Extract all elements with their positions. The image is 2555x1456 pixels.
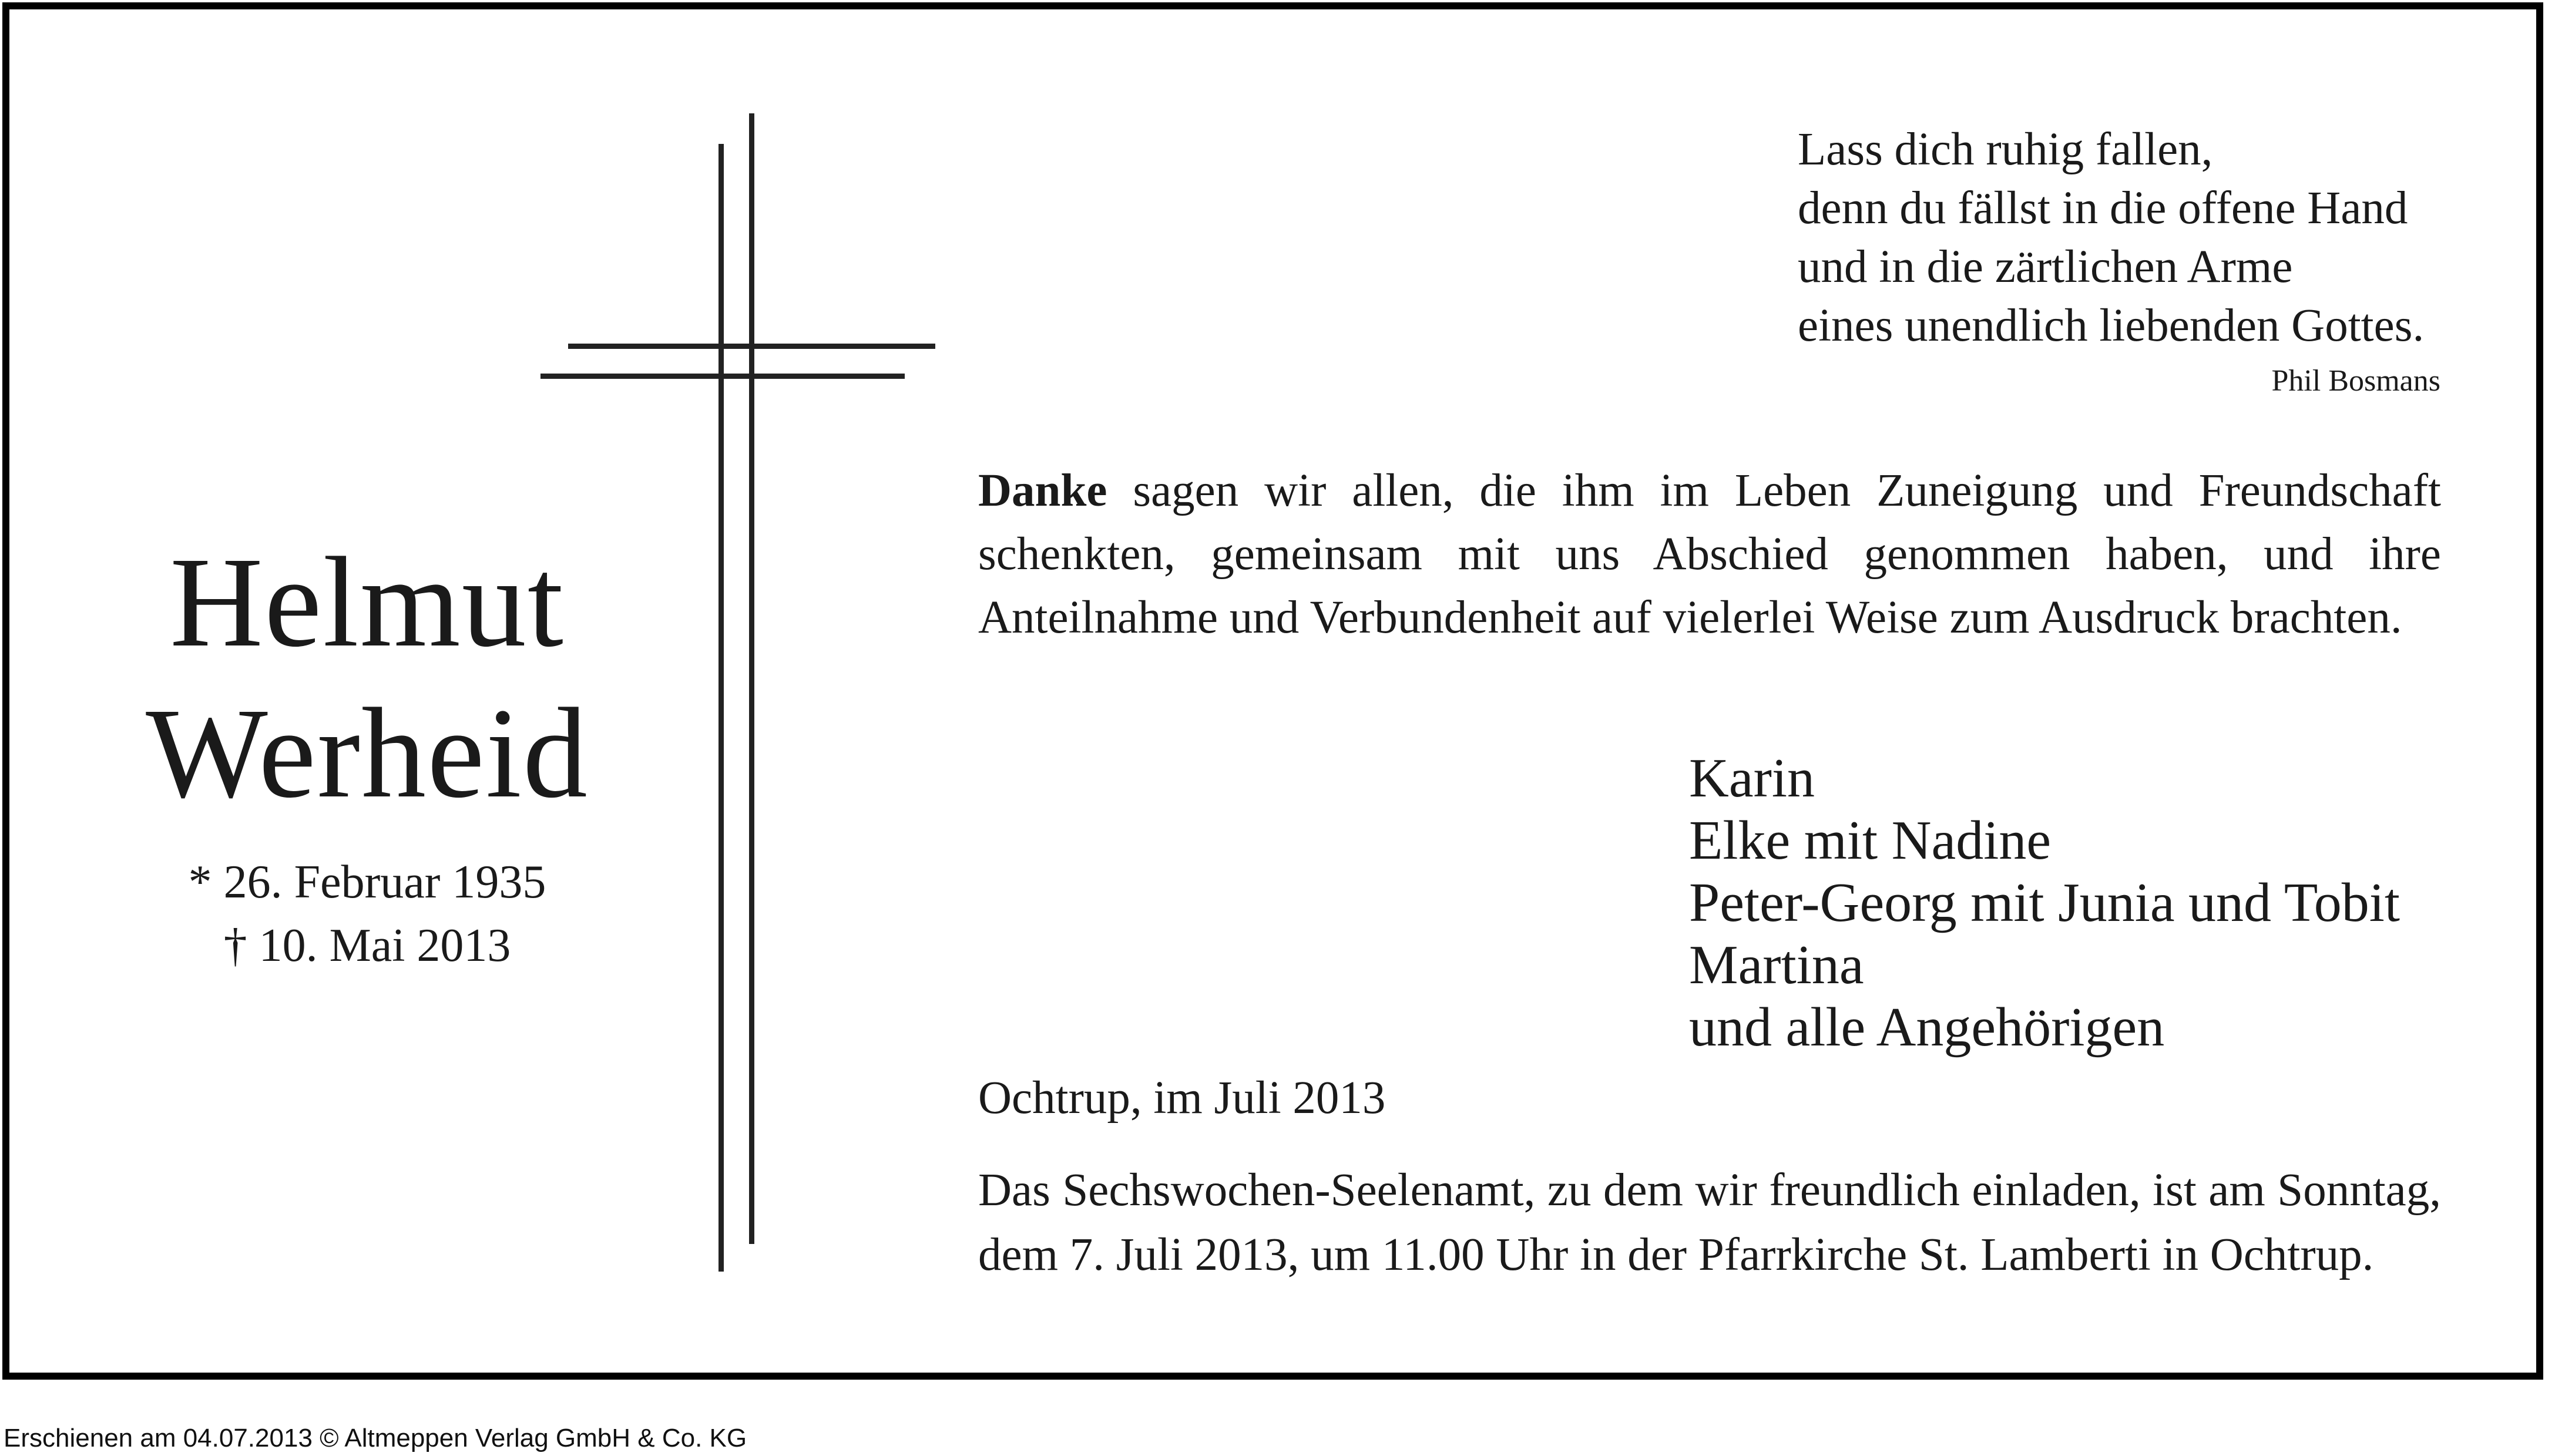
- cross-vertical-bar-left: [719, 144, 724, 1272]
- cross-horizontal-bar-bottom: [540, 374, 905, 379]
- mourner-name: und alle Angehörigen: [1689, 997, 2165, 1058]
- mass-notice: Das Sechswochen-Seelenamt, zu dem wir freundlich einladen, ist am Sonntag, dem 7. Juli 2013, um 11.00 Uhr in der Pfarrkirche St. Lamberti in Ochtrup.: [978, 1165, 2441, 1280]
- mourner-name: Karin: [1689, 748, 1815, 809]
- birth-date: * 26. Februar 1935: [188, 856, 546, 908]
- poem-line: eines unendlich liebenden Gottes.: [1798, 300, 2425, 351]
- deceased-last-name: Werheid: [146, 681, 589, 825]
- deceased-first-name: Helmut: [170, 530, 565, 674]
- thanks-text: sagen wir allen, die ihm im Leben Zuneigung und Freundschaft schenkten, gemeinsam mit uns Abschied genommen haben, und ihre Anteilnahme und Verbundenheit auf vielerlei Weise zum Ausdruck brachten.: [978, 465, 2442, 643]
- mourner-name: Elke mit Nadine: [1689, 810, 2052, 871]
- poem-line: und in die zärtlichen Arme: [1798, 241, 2293, 292]
- publication-footer: Erschienen am 04.07.2013 © Altmeppen Verlag GmbH & Co. KG: [4, 1424, 747, 1452]
- death-date: † 10. Mai 2013: [223, 920, 511, 971]
- poem: [1798, 120, 2424, 355]
- poem-line: Lass dich ruhig fallen,: [1798, 124, 2213, 175]
- cross-horizontal-bar-top: [568, 344, 935, 349]
- mourner-name: Peter-Georg mit Junia und Tobit: [1689, 872, 2400, 933]
- poem-author: Phil Bosmans: [2271, 364, 2440, 398]
- place-date: Ochtrup, im Juli 2013: [978, 1072, 1386, 1124]
- mourner-name: Martina: [1689, 934, 1864, 996]
- poem-line: denn du fällst in die offene Hand: [1798, 183, 2408, 234]
- cross-vertical-bar-right: [749, 113, 754, 1244]
- thanks-paragraph: [978, 459, 2441, 650]
- mourners-list: [1689, 747, 2400, 1058]
- thanks-lead: Danke: [978, 465, 1107, 516]
